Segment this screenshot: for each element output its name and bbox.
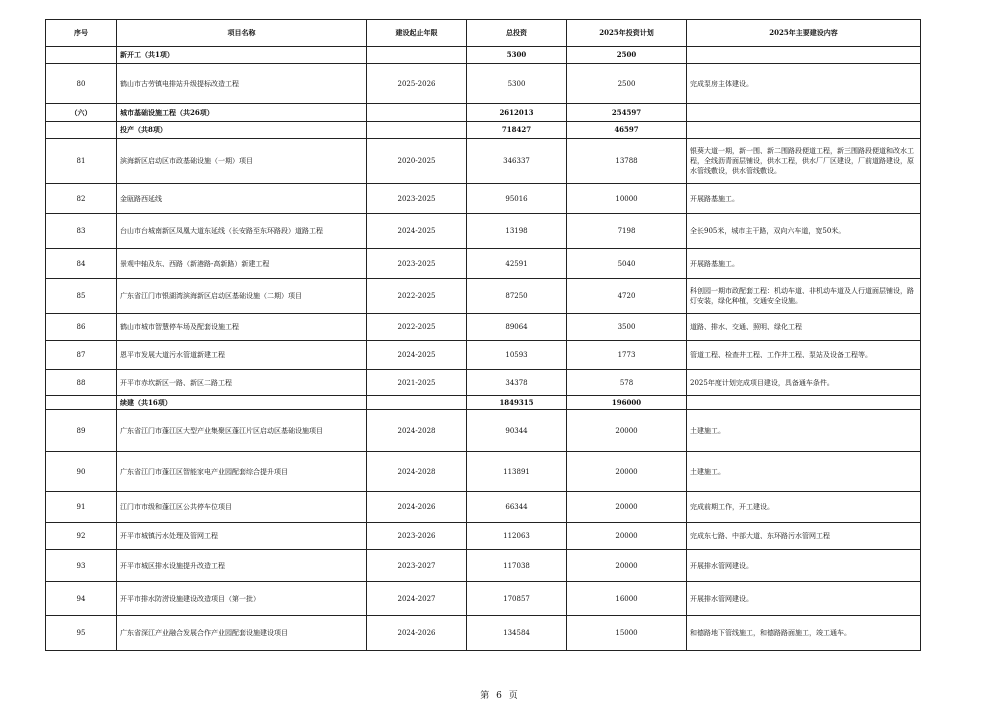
cell-content: 和德路地下管线施工，和德路路面施工，竣工通车。 xyxy=(687,616,921,651)
section-row xyxy=(46,47,921,64)
cell-name: 开平市城区排水设施提升改造工程 xyxy=(117,550,367,582)
page-footer: 第 6 页 xyxy=(480,691,520,701)
cell-no: 83 xyxy=(46,214,117,249)
cell-period: 2023-2025 xyxy=(367,249,467,279)
section-row xyxy=(46,122,921,139)
header-no: 序号 xyxy=(46,20,117,47)
table-row xyxy=(46,523,921,550)
cell-plan: 2500 xyxy=(567,47,687,64)
cell-name: 江门市市级和蓬江区公共停车位项目 xyxy=(117,492,367,523)
cell-no: 86 xyxy=(46,314,117,341)
cell-total: 112063 xyxy=(467,523,567,550)
cell-name: 广东省江门市银湖湾滨海新区启动区基础设施（二期）项目 xyxy=(117,279,367,314)
cell-period: 2024-2026 xyxy=(367,616,467,651)
cell-plan: 7198 xyxy=(567,214,687,249)
cell-no: 93 xyxy=(46,550,117,582)
cell-content: 土建施工。 xyxy=(687,452,921,492)
cell-plan: 2500 xyxy=(567,64,687,104)
cell-name: 鹤山市古劳镇电排站升级提标改造工程 xyxy=(117,64,367,104)
cell-total: 134584 xyxy=(467,616,567,651)
header-period: 建设起止年限 xyxy=(367,20,467,47)
table-row xyxy=(46,341,921,370)
cell-content: 全长905米，城市主干路，双向六车道，宽50米。 xyxy=(687,214,921,249)
cell-name: 金瓯路西延线 xyxy=(117,184,367,214)
cell-period: 2023-2025 xyxy=(367,184,467,214)
cell-plan: 16000 xyxy=(567,582,687,616)
cell-no: 94 xyxy=(46,582,117,616)
cell-content: 银葵大道一期，新一围、新二围路段便道工程，新三围路段便道和改水工程，全线沥青面层铺设，供水工程，供水厂厂区建设，厂前道路建设，原水管线敷设，供水管线敷设。 xyxy=(687,139,921,184)
cell-no: 85 xyxy=(46,279,117,314)
cell-period xyxy=(367,122,467,139)
cell-plan: 46597 xyxy=(567,122,687,139)
table-row xyxy=(46,139,921,184)
cell-no xyxy=(46,47,117,64)
table-row xyxy=(46,249,921,279)
cell-period: 2024-2028 xyxy=(367,452,467,492)
table-row xyxy=(46,184,921,214)
table-row xyxy=(46,492,921,523)
cell-name: 台山市台城南新区凤凰大道东延线（长安路至东环路段）道路工程 xyxy=(117,214,367,249)
cell-total: 718427 xyxy=(467,122,567,139)
cell-no: 90 xyxy=(46,452,117,492)
section-row xyxy=(46,104,921,122)
cell-name: 恩平市发展大道污水管道新建工程 xyxy=(117,341,367,370)
cell-no: 95 xyxy=(46,616,117,651)
cell-plan: 578 xyxy=(567,370,687,396)
cell-content: 土建施工。 xyxy=(687,410,921,452)
header-plan: 2025年投资计划 xyxy=(567,20,687,47)
cell-content xyxy=(687,104,921,122)
cell-no: 80 xyxy=(46,64,117,104)
cell-total: 5300 xyxy=(467,64,567,104)
cell-period: 2022-2025 xyxy=(367,314,467,341)
cell-name: 新开工（共1项） xyxy=(117,47,367,64)
cell-total: 89064 xyxy=(467,314,567,341)
cell-plan: 13788 xyxy=(567,139,687,184)
cell-total: 113891 xyxy=(467,452,567,492)
cell-total: 1849315 xyxy=(467,396,567,410)
cell-no xyxy=(46,396,117,410)
cell-plan: 20000 xyxy=(567,410,687,452)
cell-name: 广东省深江产业融合发展合作产业园配套设施建设项目 xyxy=(117,616,367,651)
cell-no: （六） xyxy=(46,104,117,122)
cell-period: 2021-2025 xyxy=(367,370,467,396)
table-row xyxy=(46,64,921,104)
cell-plan: 10000 xyxy=(567,184,687,214)
cell-period: 2023-2027 xyxy=(367,550,467,582)
cell-plan: 20000 xyxy=(567,523,687,550)
cell-period: 2024-2025 xyxy=(367,214,467,249)
cell-name: 滨海新区启动区市政基础设施（一期）项目 xyxy=(117,139,367,184)
table-row xyxy=(46,582,921,616)
cell-name: 开平市城镇污水处理及管网工程 xyxy=(117,523,367,550)
cell-period: 2024-2026 xyxy=(367,492,467,523)
cell-total: 66344 xyxy=(467,492,567,523)
cell-plan: 15000 xyxy=(567,616,687,651)
cell-period: 2025-2026 xyxy=(367,64,467,104)
cell-content: 道路、排水、交通、照明、绿化工程 xyxy=(687,314,921,341)
cell-period: 2024-2025 xyxy=(367,341,467,370)
cell-content: 2025年度计划完成项目建设，具备通车条件。 xyxy=(687,370,921,396)
table-row xyxy=(46,370,921,396)
table-header-row xyxy=(46,20,921,47)
cell-plan: 1773 xyxy=(567,341,687,370)
cell-period xyxy=(367,47,467,64)
cell-plan: 196000 xyxy=(567,396,687,410)
cell-total: 87250 xyxy=(467,279,567,314)
cell-content xyxy=(687,47,921,64)
cell-period: 2022-2025 xyxy=(367,279,467,314)
cell-total: 346337 xyxy=(467,139,567,184)
cell-period xyxy=(367,104,467,122)
cell-period xyxy=(367,396,467,410)
cell-plan: 20000 xyxy=(567,550,687,582)
cell-no: 88 xyxy=(46,370,117,396)
cell-name: 开平市排水防涝设施建设改造项目（第一批） xyxy=(117,582,367,616)
header-name: 项目名称 xyxy=(117,20,367,47)
cell-plan: 254597 xyxy=(567,104,687,122)
cell-plan: 5040 xyxy=(567,249,687,279)
table-row xyxy=(46,214,921,249)
cell-no: 91 xyxy=(46,492,117,523)
cell-no: 92 xyxy=(46,523,117,550)
table-body xyxy=(46,47,921,651)
cell-no: 81 xyxy=(46,139,117,184)
cell-total: 34378 xyxy=(467,370,567,396)
cell-plan: 20000 xyxy=(567,492,687,523)
cell-content: 完成东七路、中部大道、东环路污水管网工程 xyxy=(687,523,921,550)
cell-content: 管道工程、检查井工程、工作井工程、泵站及设备工程等。 xyxy=(687,341,921,370)
project-table xyxy=(45,19,921,651)
cell-content: 开展排水管网建设。 xyxy=(687,582,921,616)
cell-total: 5300 xyxy=(467,47,567,64)
table-row xyxy=(46,452,921,492)
cell-period: 2024-2027 xyxy=(367,582,467,616)
cell-no: 82 xyxy=(46,184,117,214)
cell-total: 13198 xyxy=(467,214,567,249)
table-row xyxy=(46,616,921,651)
cell-period: 2024-2028 xyxy=(367,410,467,452)
cell-total: 95016 xyxy=(467,184,567,214)
cell-no: 84 xyxy=(46,249,117,279)
cell-plan: 3500 xyxy=(567,314,687,341)
cell-plan: 4720 xyxy=(567,279,687,314)
cell-name: 城市基础设施工程（共26项） xyxy=(117,104,367,122)
cell-total: 117038 xyxy=(467,550,567,582)
table-row xyxy=(46,314,921,341)
cell-content xyxy=(687,396,921,410)
cell-content: 完成前期工作，开工建设。 xyxy=(687,492,921,523)
cell-content: 开展路基施工。 xyxy=(687,184,921,214)
cell-period: 2020-2025 xyxy=(367,139,467,184)
header-content: 2025年主要建设内容 xyxy=(687,20,921,47)
cell-total: 10593 xyxy=(467,341,567,370)
table-row xyxy=(46,550,921,582)
cell-name: 广东省江门市蓬江区大型产业集聚区蓬江片区启动区基础设施项目 xyxy=(117,410,367,452)
cell-content xyxy=(687,122,921,139)
header-total: 总投资 xyxy=(467,20,567,47)
cell-name: 续建（共16项） xyxy=(117,396,367,410)
cell-plan: 20000 xyxy=(567,452,687,492)
cell-name: 景观中轴及东、西路（新港路-高新路）新建工程 xyxy=(117,249,367,279)
cell-no: 89 xyxy=(46,410,117,452)
cell-name: 开平市赤坎新区一路、新区二路工程 xyxy=(117,370,367,396)
cell-content: 完成泵房主体建设。 xyxy=(687,64,921,104)
cell-total: 2612013 xyxy=(467,104,567,122)
cell-content: 开展路基施工。 xyxy=(687,249,921,279)
cell-name: 投产（共8项） xyxy=(117,122,367,139)
cell-period: 2023-2026 xyxy=(367,523,467,550)
table-row xyxy=(46,410,921,452)
section-row xyxy=(46,396,921,410)
cell-name: 广东省江门市蓬江区智能家电产业园配套综合提升项目 xyxy=(117,452,367,492)
cell-total: 90344 xyxy=(467,410,567,452)
cell-content: 开展排水管网建设。 xyxy=(687,550,921,582)
cell-no xyxy=(46,122,117,139)
cell-total: 170857 xyxy=(467,582,567,616)
cell-content: 科创园一期市政配套工程：机动车道、非机动车道及人行道面层铺设，路灯安装，绿化种植，交通安全设施。 xyxy=(687,279,921,314)
cell-no: 87 xyxy=(46,341,117,370)
cell-name: 鹤山市城市智慧停车场及配套设施工程 xyxy=(117,314,367,341)
cell-total: 42591 xyxy=(467,249,567,279)
table-row xyxy=(46,279,921,314)
